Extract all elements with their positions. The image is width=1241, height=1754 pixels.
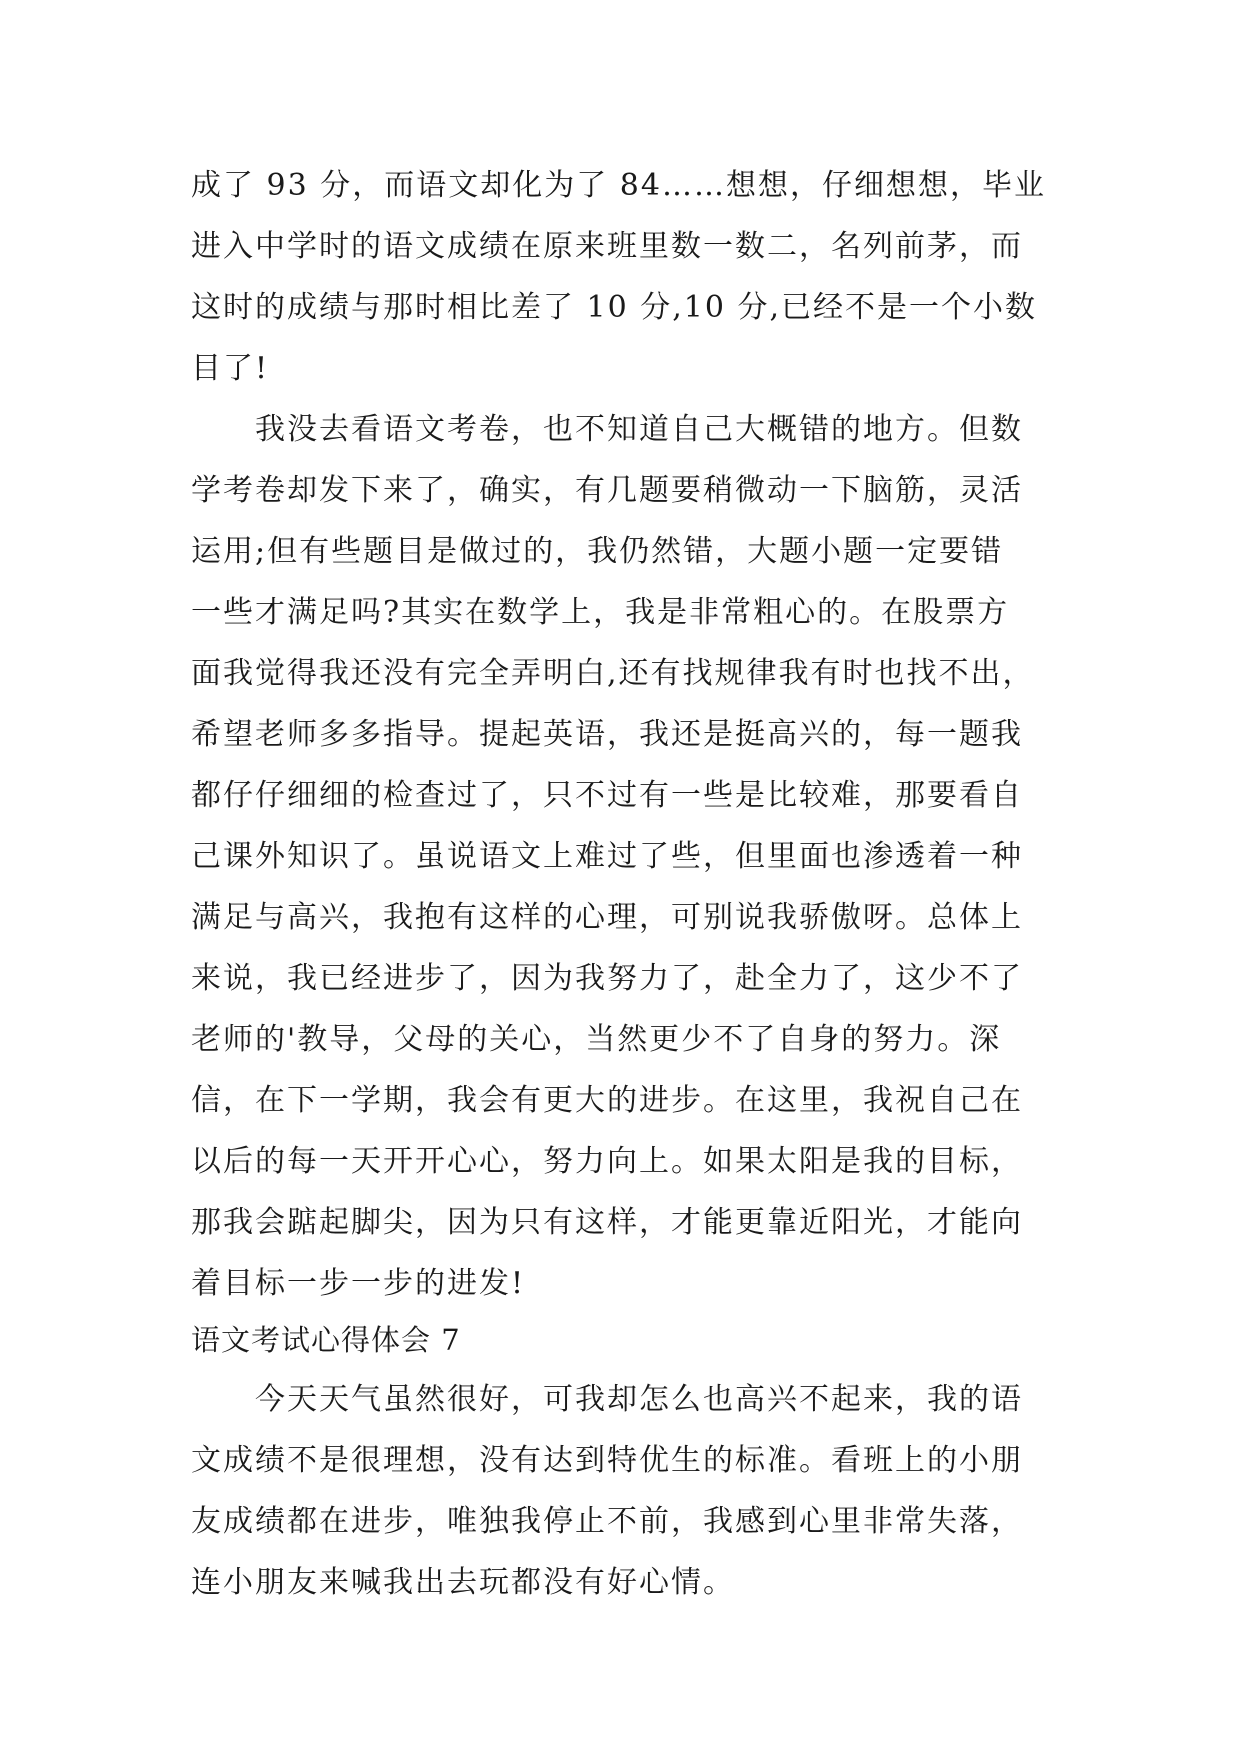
paragraph-line: 我没去看语文考卷，也不知道自己大概错的地方。但数 <box>255 412 1023 447</box>
paragraph-line: 面我觉得我还没有完全弄明白,还有找规律我有时也找不出， <box>191 656 1035 691</box>
paragraph-line: 连小朋友来喊我出去玩都没有好心情。 <box>191 1565 735 1600</box>
paragraph-line: 老师的'教导，父母的关心，当然更少不了自身的努力。深 <box>191 1022 1002 1057</box>
paragraph-line: 来说，我已经进步了，因为我努力了，赴全力了，这少不了 <box>191 961 1023 996</box>
section-heading: 语文考试心得体会 7 <box>191 1323 461 1357</box>
paragraph-line: 今天天气虽然很好，可我却怎么也高兴不起来，我的语 <box>255 1382 1023 1417</box>
paragraph-line: 友成绩都在进步，唯独我停止不前，我感到心里非常失落， <box>191 1504 1023 1539</box>
paragraph-line: 运用;但有些题目是做过的，我仍然错，大题小题一定要错 <box>191 534 1004 569</box>
paragraph-line: 信，在下一学期，我会有更大的进步。在这里，我祝自己在 <box>191 1083 1023 1118</box>
paragraph-line: 进入中学时的语文成绩在原来班里数一数二，名列前茅，而 <box>191 229 1023 264</box>
paragraph-line: 着目标一步一步的进发! <box>191 1266 526 1301</box>
paragraph-line: 都仔仔细细的检查过了，只不过有一些是比较难，那要看自 <box>191 778 1023 813</box>
paragraph-line: 希望老师多多指导。提起英语，我还是挺高兴的，每一题我 <box>191 717 1023 752</box>
paragraph-line: 一些才满足吗?其实在数学上，我是非常粗心的。在股票方 <box>191 595 1010 630</box>
paragraph-line: 目了! <box>191 351 270 386</box>
paragraph-line: 满足与高兴，我抱有这样的心理，可别说我骄傲呀。总体上 <box>191 900 1023 935</box>
paragraph-line: 以后的每一天开开心心，努力向上。如果太阳是我的目标， <box>191 1144 1023 1179</box>
paragraph-line: 学考卷却发下来了，确实，有几题要稍微动一下脑筋，灵活 <box>191 473 1023 508</box>
paragraph-line: 己课外知识了。虽说语文上难过了些，但里面也渗透着一种 <box>191 839 1023 874</box>
paragraph-line: 文成绩不是很理想，没有达到特优生的标准。看班上的小朋 <box>191 1443 1023 1478</box>
paragraph-line: 成了 93 分，而语文却化为了 84……想想，仔细想想，毕业 <box>191 168 1046 203</box>
paragraph-line: 那我会踮起脚尖，因为只有这样，才能更靠近阳光，才能向 <box>191 1205 1023 1240</box>
paragraph-line: 这时的成绩与那时相比差了 10 分,10 分,已经不是一个小数 <box>191 290 1038 325</box>
